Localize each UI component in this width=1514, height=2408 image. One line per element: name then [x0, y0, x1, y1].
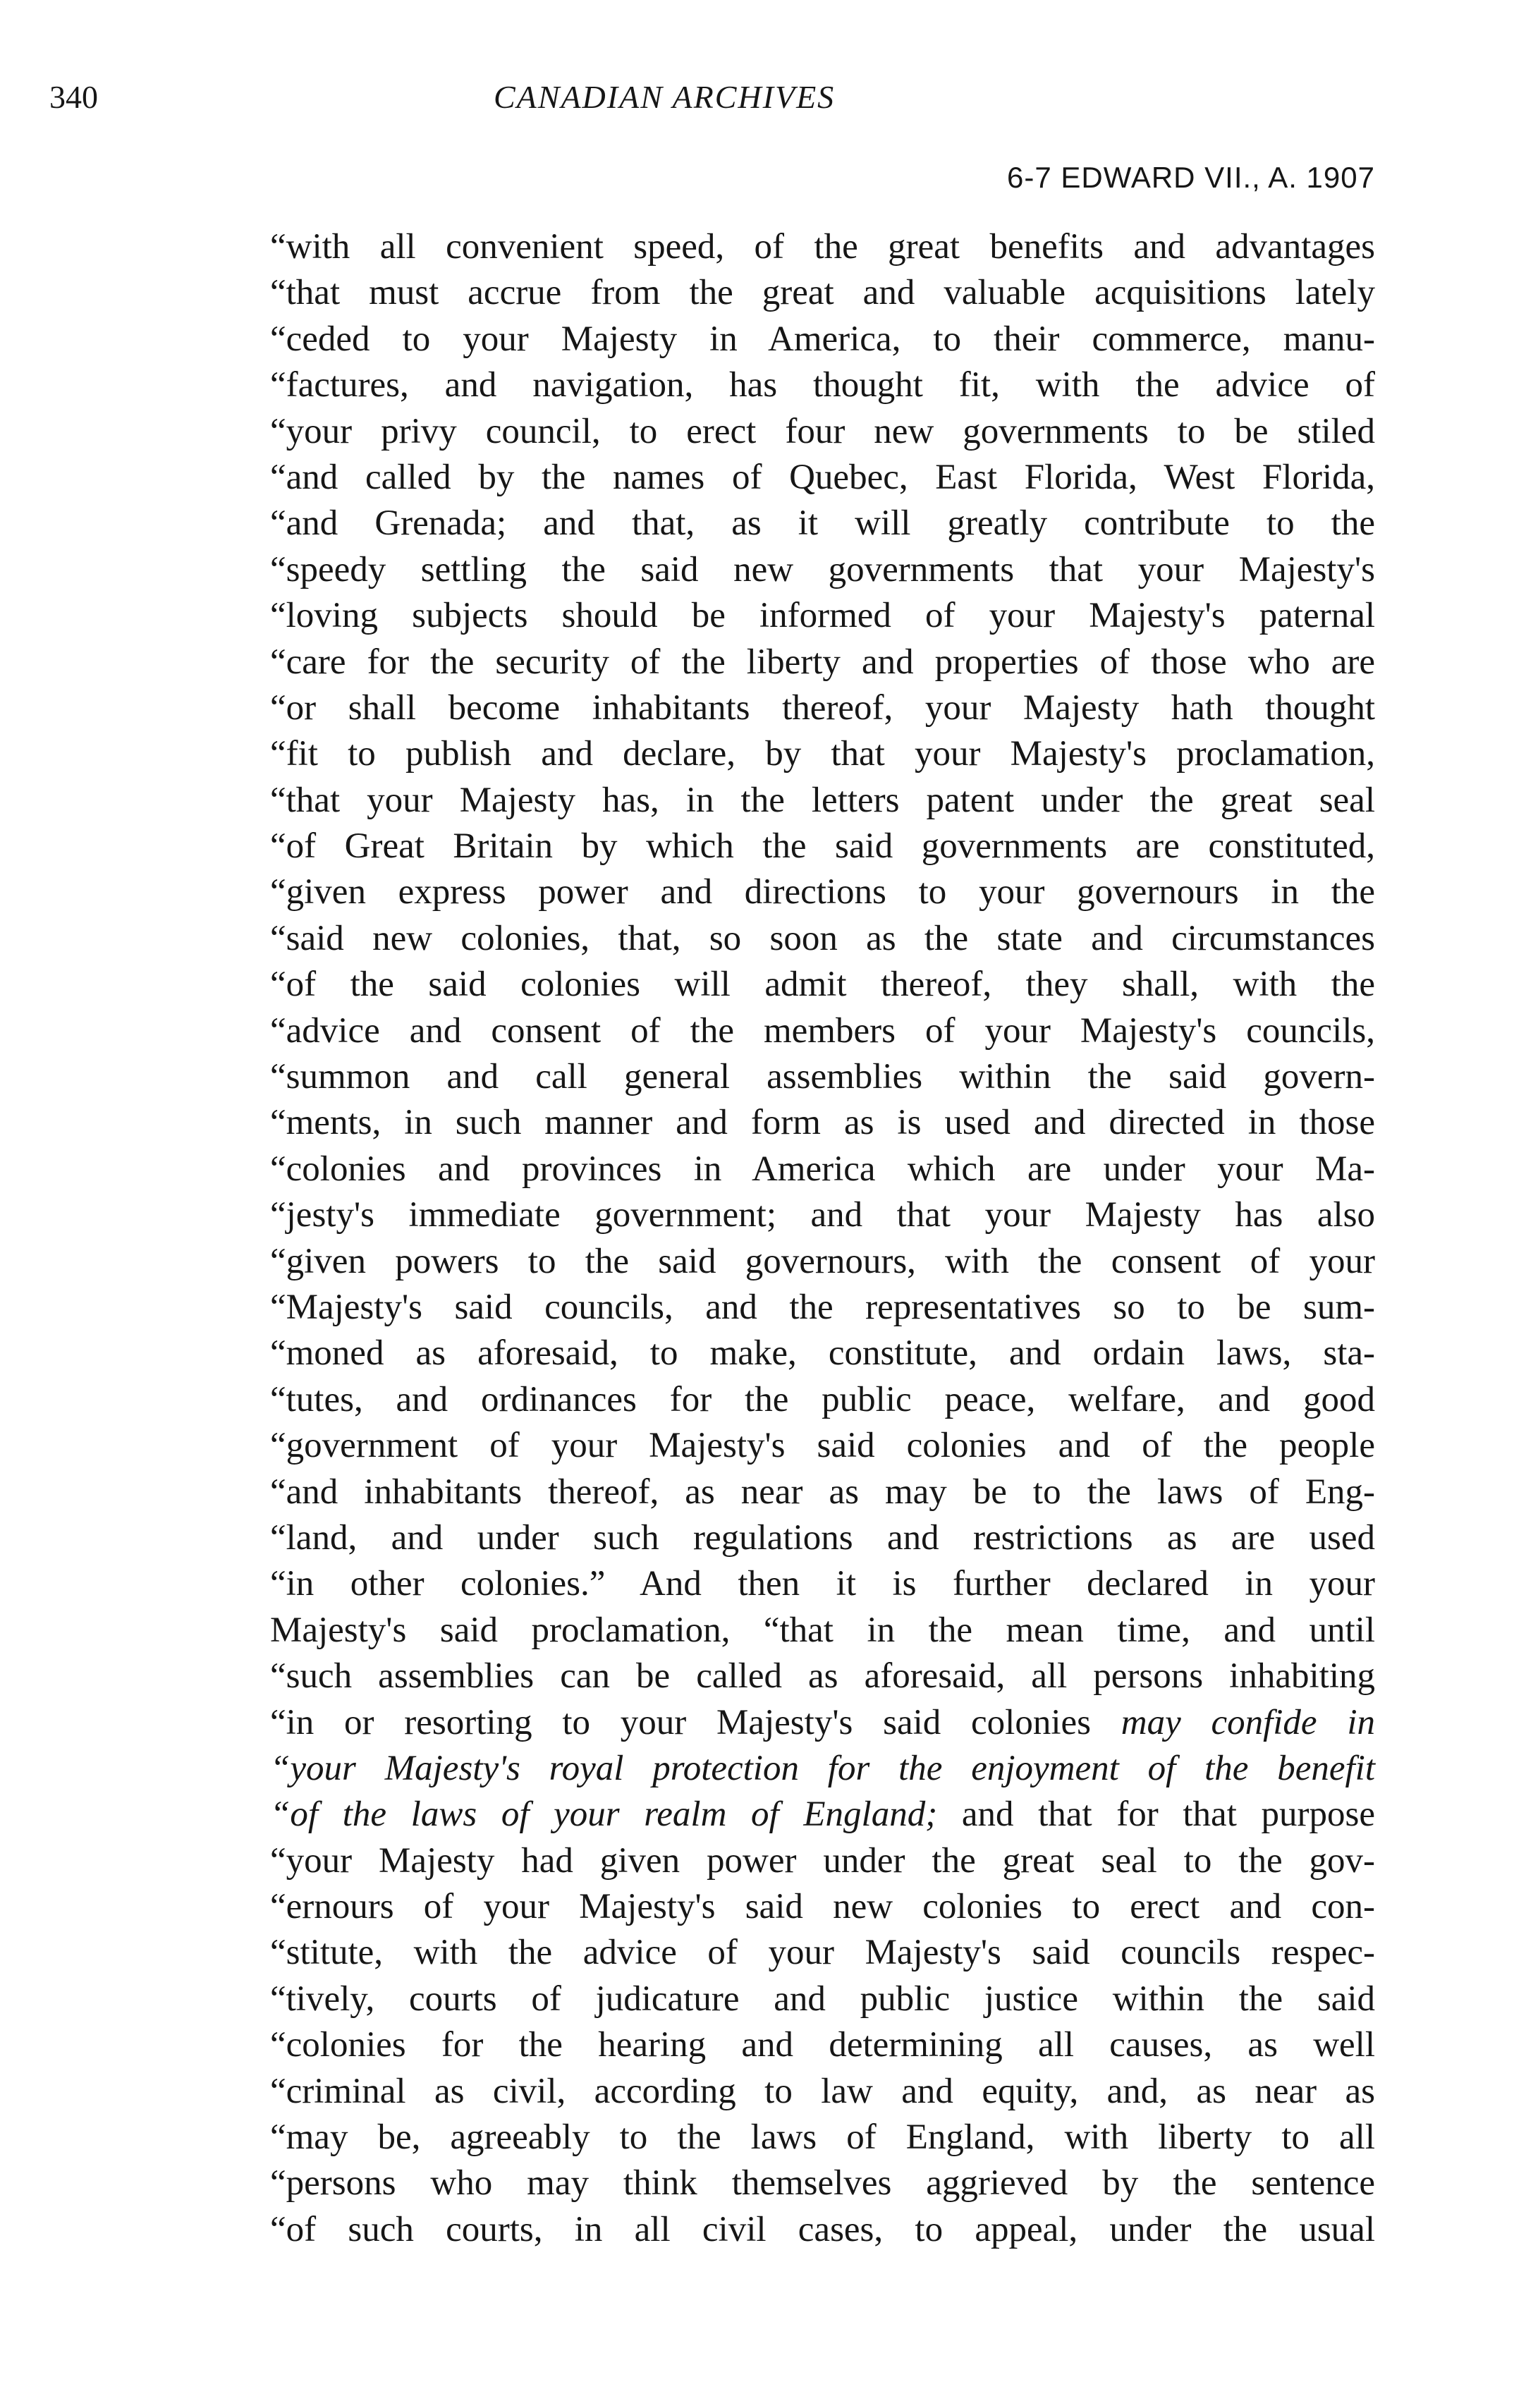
text-line: “said new colonies, that, so soon as the state and circumstances [270, 918, 1375, 958]
text-line: “government of your Majesty's said colonies and of the people [270, 1426, 1375, 1466]
text-line: Majesty's said proclamation, “that in the mean time, and until [270, 1610, 1375, 1650]
session-label: 6-7 EDWARD VII., A. 1907 [1007, 161, 1375, 194]
text-line: “speedy settling the said new governments that your Majesty's [270, 549, 1375, 589]
text-line: “Majesty's said councils, and the representatives so to be sum- [270, 1287, 1375, 1327]
italic-text-run: “of the laws of your realm of England; [270, 1795, 938, 1835]
text-line: “that your Majesty has, in the letters patent under the great seal [270, 780, 1375, 820]
text-line: “in other colonies.” And then it is further declared in your [270, 1564, 1375, 1604]
text-line: “and inhabitants thereof, as near as may be to the laws of Eng- [270, 1472, 1375, 1512]
text-line: “given express power and directions to your governours in the [270, 872, 1375, 912]
text-line: “your privy council, to erect four new governments to be stiled [270, 411, 1375, 451]
text-line: “ments, in such manner and form as is used and directed in those [270, 1103, 1375, 1143]
page-number: 340 [49, 79, 98, 115]
text-line: “that must accrue from the great and valuable acquisitions lately [270, 273, 1375, 313]
body-text [270, 224, 1375, 2253]
text-line: “your Majesty had given power under the great seal to the gov- [270, 1840, 1375, 1881]
text-line: “ernours of your Majesty's said new colonies to erect and con- [270, 1887, 1375, 1927]
text-line: “loving subjects should be informed of your Majesty's paternal [270, 596, 1375, 636]
text-line: “land, and under such regulations and restrictions as are used [270, 1517, 1375, 1558]
text-line: “and called by the names of Quebec, East Florida, West Florida, [270, 457, 1375, 497]
text-line: “tively, courts of judicature and public justice within the said [270, 1979, 1375, 2019]
text-line: “given powers to the said governours, with the consent of your [270, 1241, 1375, 1281]
text-line: “or shall become inhabitants thereof, your Majesty hath thought [270, 687, 1375, 728]
text-line [270, 1792, 1375, 1838]
text-line: “of the said colonies will admit thereof, they shall, with the [270, 965, 1375, 1005]
text-line: “factures, and navigation, has thought fit, with the advice of [270, 365, 1375, 405]
text-line: “tutes, and ordinances for the public peace, welfare, and good [270, 1379, 1375, 1419]
text-line: “fit to publish and declare, by that your Majesty's proclamation, [270, 734, 1375, 774]
text-line: “criminal as civil, according to law and equity, and, as near as [270, 2071, 1375, 2111]
text-line: “stitute, with the advice of your Majesty's said councils respec- [270, 1933, 1375, 1973]
text-line: “advice and consent of the members of your Majesty's councils, [270, 1010, 1375, 1051]
text-line: “ceded to your Majesty in America, to their commerce, manu- [270, 319, 1375, 359]
text-line: “persons who may think themselves aggrieved by the sentence [270, 2163, 1375, 2204]
text-line: “such assemblies can be called as aforesaid, all persons inhabiting [270, 1656, 1375, 1697]
running-title: CANADIAN ARCHIVES [494, 79, 836, 115]
text-line: “moned as aforesaid, to make, constitute, and ordain laws, sta- [270, 1333, 1375, 1374]
text-line: “and Grenada; and that, as it will greatly contribute to the [270, 503, 1375, 544]
italic-text-line: “your Majesty's royal protection for the enjoyment of the benefit [270, 1748, 1375, 1788]
text-line: “may be, agreeably to the laws of England, with liberty to all [270, 2117, 1375, 2158]
text-line: “care for the security of the liberty and properties of those who are [270, 642, 1375, 682]
text-line: “jesty's immediate government; and that your Majesty has also [270, 1195, 1375, 1235]
italic-text-run: may confide in [1121, 1702, 1375, 1742]
text-line: “summon and call general assemblies within the said govern- [270, 1057, 1375, 1097]
text-line [270, 1700, 1375, 1746]
text-line: “with all convenient speed, of the great benefits and advantages [270, 227, 1375, 267]
text-line: “colonies for the hearing and determining all causes, as well [270, 2025, 1375, 2065]
text-line: “colonies and provinces in America which are under your Ma- [270, 1149, 1375, 1189]
text-run: “in or resorting to your Majesty's said colonies [270, 1702, 1121, 1742]
text-run: and that for that purpose [937, 1795, 1375, 1835]
text-line: “of Great Britain by which the said governments are constituted, [270, 826, 1375, 867]
text-line: “of such courts, in all civil cases, to appeal, under the usual [270, 2209, 1375, 2249]
